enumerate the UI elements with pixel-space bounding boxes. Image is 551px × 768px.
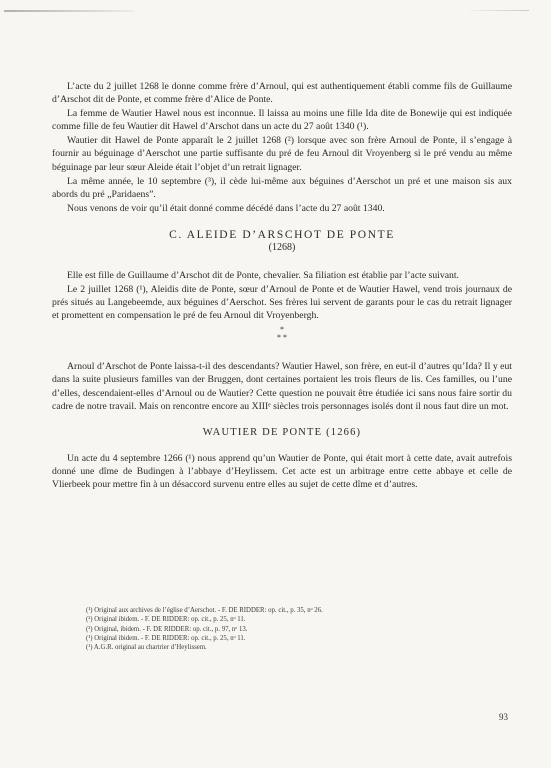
asterism bbox=[52, 326, 512, 342]
scan-edge-mark bbox=[4, 10, 134, 12]
paragraph: La femme de Wautier Hawel nous est inconnue. Il laissa au moins une fille Ida dite de Bonewije qui est indiquée comme fille de feu Wautier dit Hawel d’Arschot dans un acte du 27 août 1340 (¹). bbox=[52, 108, 512, 133]
paragraph: L’acte du 2 juillet 1268 le donne comme frère d’Arnoul, qui est authentiquement établi comme fils de Guillaume d’Arschot dit de Ponte, et comme frère d’Alice de Ponte. bbox=[52, 81, 512, 106]
section-heading-aleide: C. ALEIDE D’ARSCHOT DE PONTE bbox=[169, 228, 395, 241]
paragraph: Elle est fille de Guillaume d’Arschot dit de Ponte, chevalier. Sa filiation est établie par l’acte suivant. bbox=[67, 269, 459, 281]
scan-edge-mark bbox=[469, 10, 529, 11]
page-number: 93 bbox=[499, 712, 508, 722]
section-date: (1268) bbox=[268, 241, 296, 253]
paragraph: La même année, le 10 septembre (³), il cède lui-même aux béguines d’Aerschot un pré et une maison sis aux abords du pré „Paridaens”. bbox=[52, 175, 512, 200]
paragraph: Arnoul d’Arschot de Ponte laissa-t-il des descendants? Wautier Hawel, son frère, en eut-il d’autres qu’Ida? Il y eut dans la suite plusieurs familles van der Bruggen, dont certaines portaient les trois fleurs de lis. Ces familles, ou l’une d’elles, descendaient-elles d’Arnoul ou de Wautier? Cette question ne pouvait être étudiée ici sans nous faire sortir du cadre de notre travail. Mais on rencontre encore au XIIIᵉ siècles trois personnages isolés dont il nous faut dire un mot. bbox=[52, 361, 512, 412]
footnote: (³) Original, ibidem. - F. DE RIDDER: op. cit., p. 97, nᵒ 13. bbox=[86, 625, 248, 633]
footnote: (¹) Original ibidem. - F. DE RIDDER: op. cit., p. 25, nᵒ 11. bbox=[86, 634, 246, 642]
footnote: (¹) Original aux archives de l’église d’Aerschot. - F. DE RIDDER: op. cit., p. 35, nᵒ 26. bbox=[86, 607, 323, 614]
footnote: (²) Original ibidem. - F. DE RIDDER: op. cit., p. 25, nᵒ 11. bbox=[86, 616, 246, 624]
footnotes bbox=[86, 606, 506, 652]
paragraph: Wautier dit Hawel de Ponte apparaît le 2 juillet 1268 (²) lorsque avec son frère Arnoul de Ponte, il s’engage à fournir au béguinage d’Aerschot une partie suffisante du pré de feu Arnoul dit Vroyenberg si le pré vendu au même béguinage par leur sœur Aleide était l’objet d’un retrait lignager. bbox=[52, 135, 512, 173]
page-body bbox=[52, 80, 512, 492]
paragraph: Un acte du 4 septembre 1266 (¹) nous apprend qu’un Wautier de Ponte, qui était mort à cette date, avait autrefois donné une dîme de Budingen à l’abbaye d’Heylissem. Cet acte est un arbitrage entre cette abbaye et celle de Vlierbeek pour mettre fin à un désaccord survenu entre elles au sujet de cette dîme et d’autres. bbox=[52, 452, 512, 490]
asterism-top: * bbox=[280, 325, 284, 335]
paragraph: Le 2 juillet 1268 (¹), Aleidis dite de Ponte, sœur d’Arnoul de Ponte et de Wautier Hawel, vend trois journaux de prés situés au Langebeemde, aux béguines d’Aerschot. Ses frères lui servent de garants pour le cas du retrait lignager et promettent en compensation le pré de feu Arnoul dit Vroyenbergh. bbox=[52, 284, 512, 322]
footnote: (¹) A.G.R. original au chartrier d’Heylissem. bbox=[86, 644, 207, 652]
paragraph: Nous venons de voir qu’il était donné comme décédé dans l’acte du 27 août 1340. bbox=[67, 202, 385, 214]
section-heading-wautier: WAUTIER DE PONTE (1266) bbox=[202, 426, 362, 438]
asterism-bottom: * * bbox=[277, 333, 287, 343]
